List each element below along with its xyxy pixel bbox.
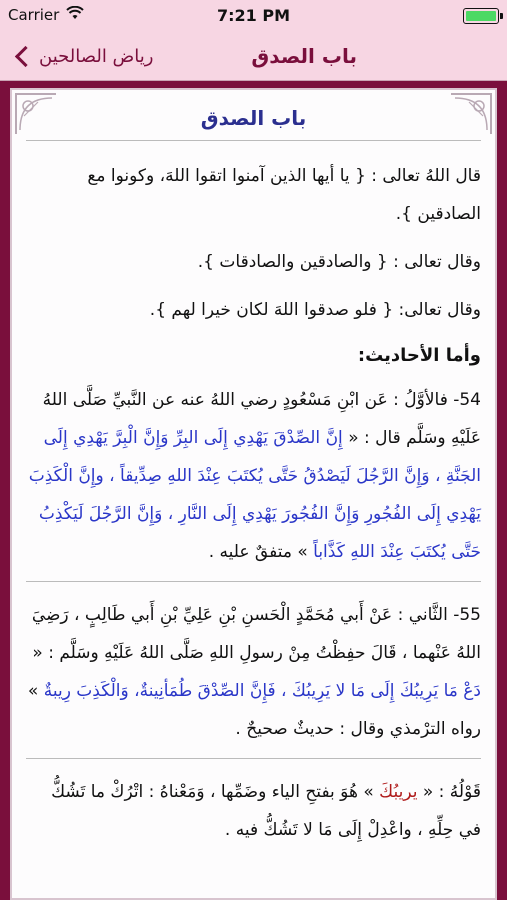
- article-content: [26, 100, 481, 859]
- back-button[interactable]: [12, 38, 154, 74]
- hadith-54-text: إِنَّ الصِّدْقَ يَهْدِي إِلَى البِرِّ وَإِنَّ الْبِرَّ يَهْدِي إِلَى الجَنَّةِ ، وَإِنَّ الرَّجُلَ لَيَصْدُقُ حَتَّى يُكتَبَ عِنْدَ اللهِ صِدِّيقاً ، وإِنَّ الْكَذِبَ يَهْدِي إِلَى الفُجُورِ وَإِنَّ الفُجُورَ يَهْدِي إِلَى النَّارِ ، وَإِنَّ الرَّجُلَ لَيَكْذِبُ حَتَّى يُكتَبَ عِنْدَ اللهِ كَذَّاباً: [28, 428, 481, 562]
- carrier-label: Carrier: [8, 6, 60, 24]
- verse-2: وقال تعالى : { والصادقين والصادقات }.: [197, 252, 481, 272]
- explanation-note: [26, 773, 481, 849]
- note-term: يريبُكَ: [373, 782, 418, 802]
- nav-title: باب الصدق: [251, 44, 357, 68]
- chevron-left-icon: [15, 45, 36, 66]
- battery-icon: [463, 8, 499, 24]
- hadith-55-text: دَعْ مَا يَرِيبُكَ إِلَى مَا لا يَرِيبُكَ ، فَإِنَّ الصِّدْقَ طُمَأنِينةٌ، وَالْكَذِبَ رِيبةٌ: [43, 681, 481, 701]
- hadith-54-intro: 54- فالأوَّلُ : عَن ابْنِ مَسْعُودٍ رضي اللهُ عنه عن النَّبيِّ صَلَّى اللهُ عَلَيْهِ وسَلَّم قال : «: [42, 390, 481, 448]
- article-title: باب الصدق: [200, 106, 307, 130]
- battery-level: [466, 11, 496, 21]
- hadith-54: [26, 381, 481, 571]
- hadith-54-close: » متفقٌ عليه .: [208, 542, 308, 562]
- hadith-heading: وأما الأحاديث:: [357, 345, 481, 366]
- section-divider: [26, 758, 481, 759]
- note-prefix: قَوْلُهُ : «: [422, 782, 481, 802]
- hadith-55-close: » رواه الترْمذي وقال : حديثٌ صحيحٌ .: [27, 681, 481, 739]
- title-divider: [26, 140, 481, 141]
- verse-1: قال اللهُ تعالى : { يا أيها الذين آمنوا اتقوا اللهَ، وكونوا مع الصادقين }.: [87, 166, 481, 224]
- navigation-bar: [0, 32, 507, 80]
- back-button-label: رياض الصالحين: [39, 45, 154, 67]
- status-bar: [0, 0, 507, 32]
- content-page[interactable]: [10, 88, 497, 900]
- verse-3: وقال تعالى: { فلو صدقوا اللهَ لكان خيرا لهم }.: [149, 300, 481, 320]
- top-bars: [0, 0, 507, 81]
- status-time: 7:21 PM: [216, 6, 290, 25]
- note-rest: » هُوَ بفتحِ الياء وضَمِّها ، وَمَعْناهُ : اتْرُكْ ما تَشُكُّ في حِلِّهِ ، واعْدِلْ إِلَى مَا لا تَشُكُّ فيه .: [51, 782, 481, 840]
- hadith-55-intro: 55- الثَّاني : عَنْ أَبي مُحَمَّدٍ الْحَسنِ بْنِ عَلِيِّ بْنِ أَبي طَالِبٍ ، رَضِيَ اللهُ عَنْهما ، قَالَ حفِظْتُ مِنْ رسولِ اللهِ صَلَّى اللهُ عَلَيْهِ وسَلَّم : «: [31, 605, 481, 663]
- hadith-55: [26, 596, 481, 748]
- section-divider: [26, 581, 481, 582]
